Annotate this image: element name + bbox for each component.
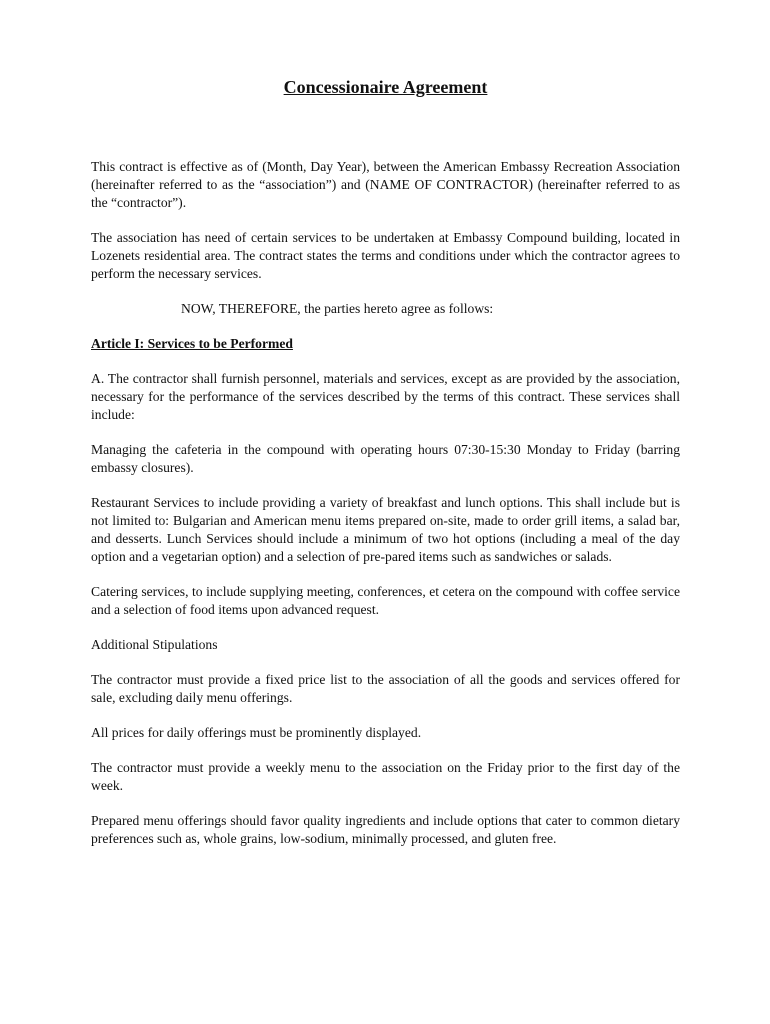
association-need-paragraph: The association has need of certain services to be undertaken at Embassy Compound building, located in Lozenets residential area. The contract states the terms and conditions under which the contractor agrees to perform the necessary services. — [91, 230, 680, 281]
effective-date-paragraph: This contract is effective as of (Month, Day Year), between the American Embassy Recreation Association (hereinafter referred to as the “association”) and (NAME OF CONTRACTOR) (hereinafter referred to as the “contractor”). — [91, 159, 680, 210]
price-list-paragraph: The contractor must provide a fixed price list to the association of all the goods and services offered for sale, excluding daily menu offerings. — [91, 672, 680, 705]
weekly-menu-paragraph: The contractor must provide a weekly menu to the association on the Friday prior to the first day of the week. — [91, 760, 680, 793]
cafeteria-hours-paragraph: Managing the cafeteria in the compound with operating hours 07:30-15:30 Monday to Friday (barring embassy closures). — [91, 442, 680, 475]
agreement-intro-paragraph: NOW, THEREFORE, the parties hereto agree as follows: — [181, 301, 494, 316]
services-clause-paragraph: A. The contractor shall furnish personnel, materials and services, except as are provided by the association, necessary for the performance of the services described by the terms of this contract. These services shall include: — [91, 371, 680, 422]
restaurant-services-paragraph: Restaurant Services to include providing a variety of breakfast and lunch options. This shall include but is not limited to: Bulgarian and American menu items prepared on-site, made to order grill items, a salad bar, and desserts. Lunch Services should include a minimum of two hot options (including a meal of the day option and a vegetarian option) and a selection of pre-pared items such as sandwiches or salads. — [91, 495, 680, 564]
article-heading: Article I: Services to be Performed — [91, 336, 293, 351]
additional-stipulations-heading: Additional Stipulations — [91, 637, 218, 652]
document-title: Concessionaire Agreement — [283, 77, 488, 97]
daily-prices-paragraph: All prices for daily offerings must be prominently displayed. — [91, 725, 422, 740]
catering-services-paragraph: Catering services, to include supplying meeting, conferences, et cetera on the compound with coffee service and a selection of food items upon advanced request. — [91, 584, 680, 617]
document-body — [91, 76, 680, 865]
menu-quality-paragraph: Prepared menu offerings should favor quality ingredients and include options that cater to common dietary preferences such as, whole grains, low-sodium, minimally processed, and gluten free. — [91, 813, 680, 846]
